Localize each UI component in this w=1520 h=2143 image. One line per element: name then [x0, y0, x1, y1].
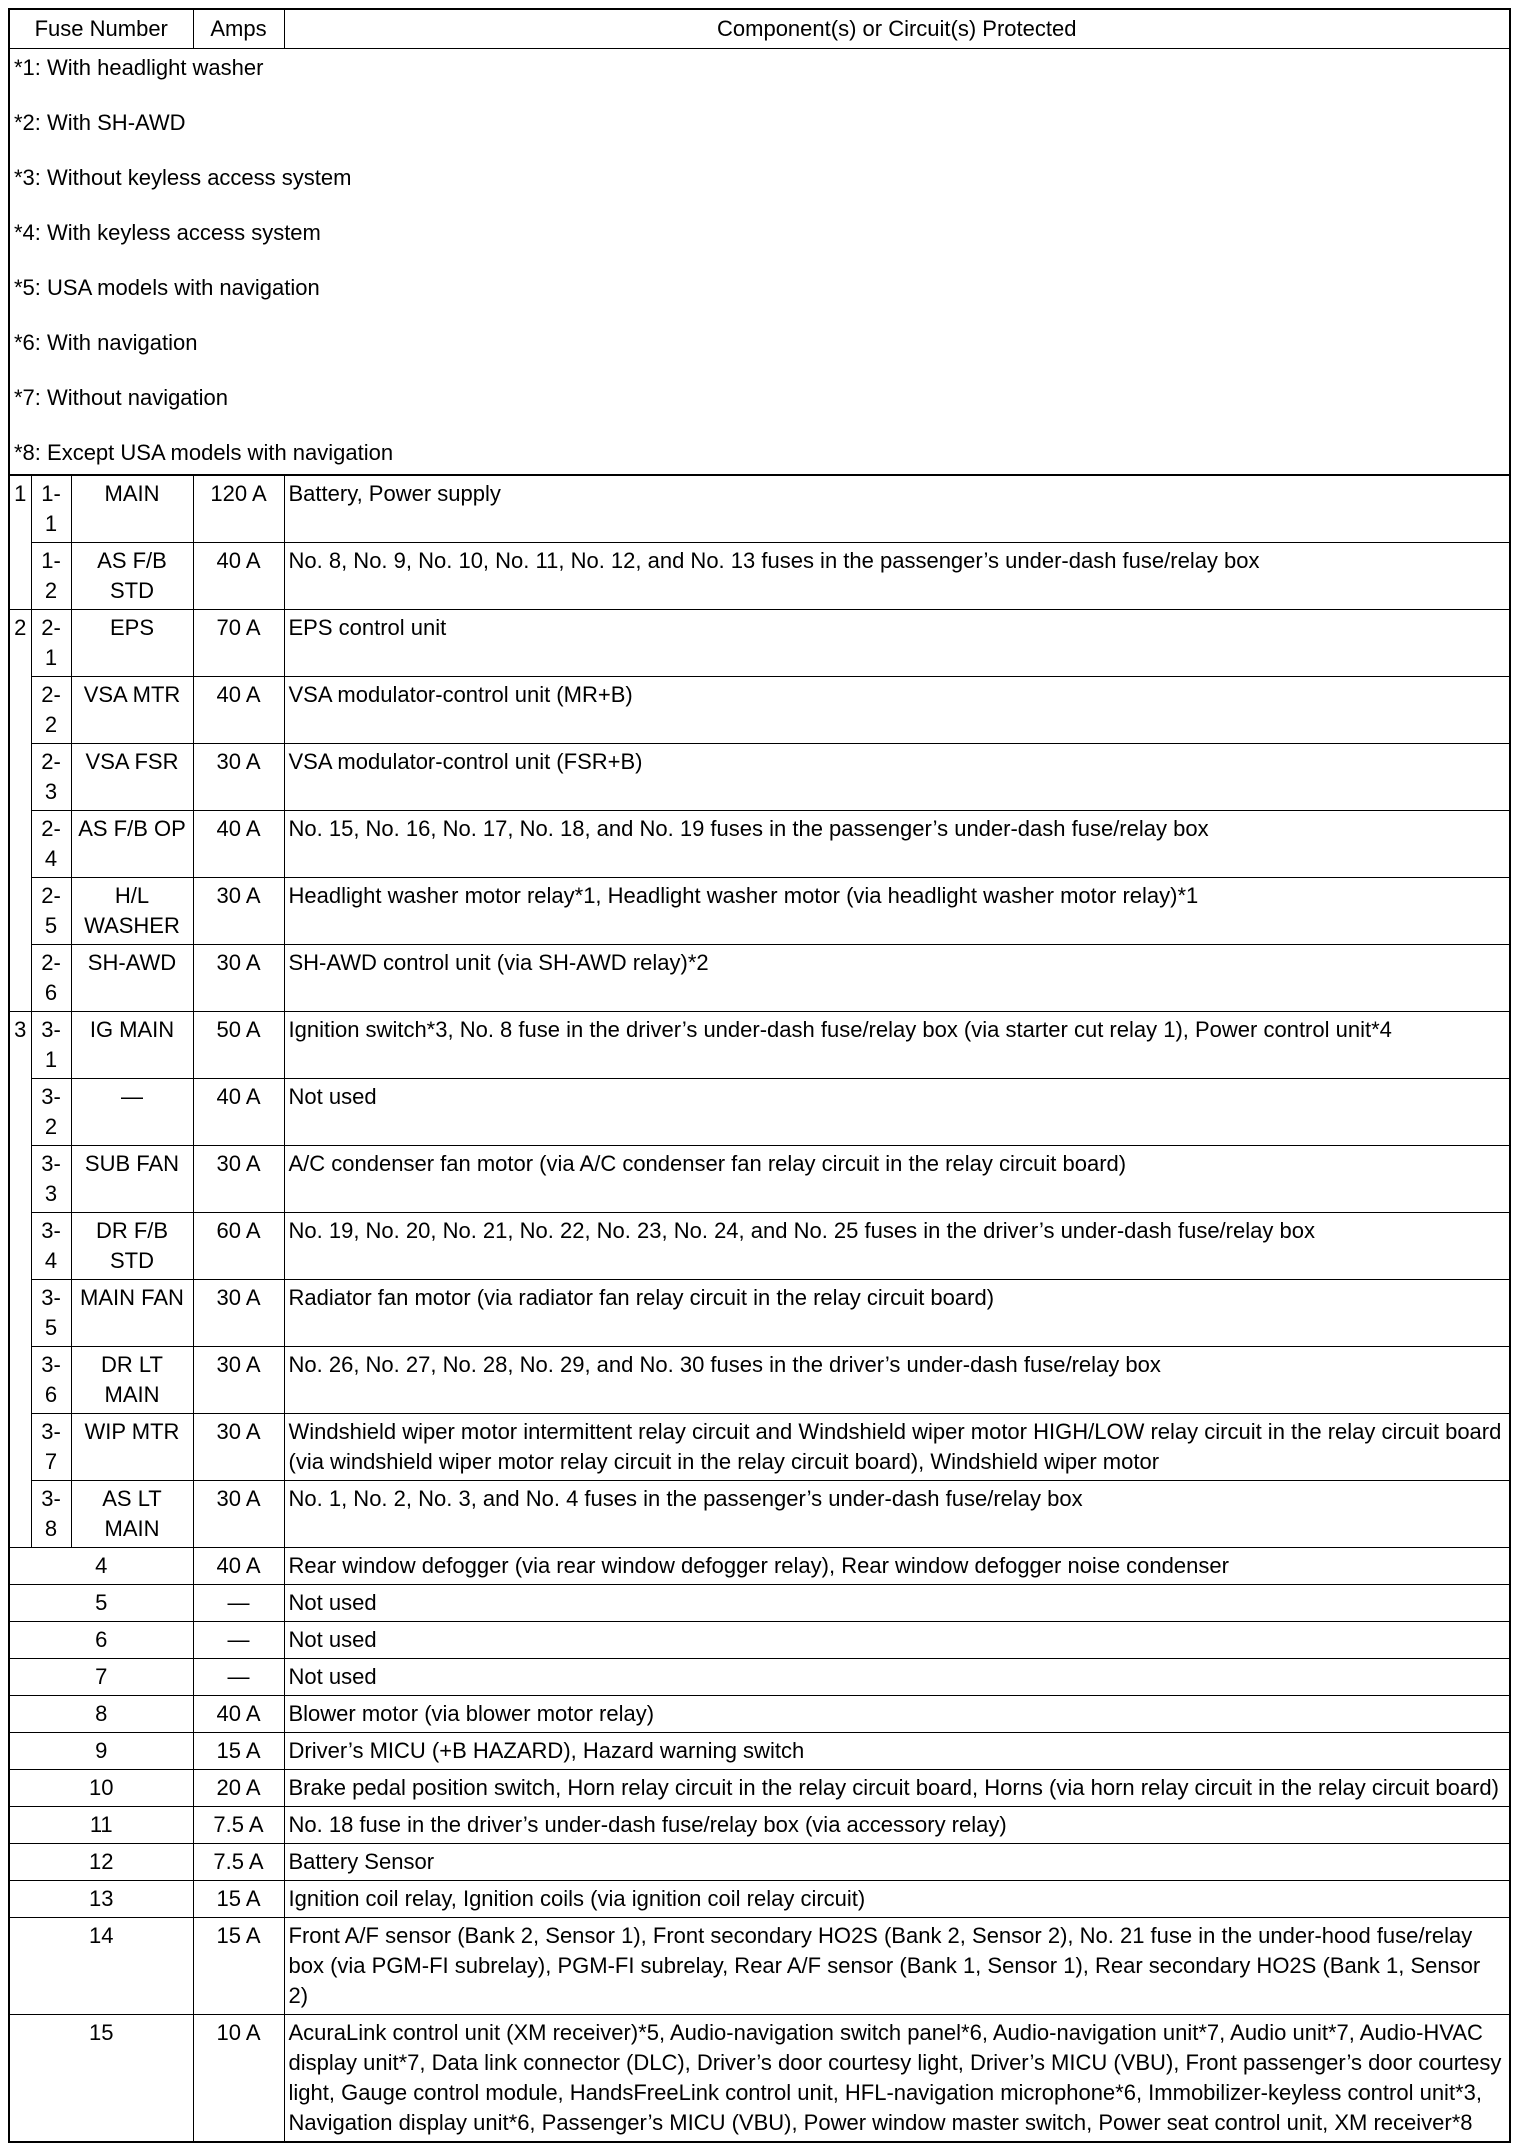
fuse-name: EPS: [71, 610, 193, 677]
footnote: *5: USA models with navigation: [14, 275, 320, 300]
table-row: [9, 677, 1510, 744]
group-number: [9, 677, 31, 744]
fuse-amps: 40 A: [193, 1548, 284, 1585]
fuse-name: VSA MTR: [71, 677, 193, 744]
fuse-number: 14: [9, 1918, 193, 2015]
footnotes: [9, 49, 1510, 476]
table-row: [9, 1733, 1510, 1770]
footnote: *6: With navigation: [14, 330, 198, 355]
table-row: [9, 1696, 1510, 1733]
fuse-number: 1-1: [31, 475, 71, 543]
header-row: [9, 9, 1510, 49]
table-row: [9, 1807, 1510, 1844]
fuse-amps: 30 A: [193, 1146, 284, 1213]
fuse-description: Not used: [284, 1622, 1510, 1659]
fuse-number: 3-8: [31, 1481, 71, 1548]
footnote: *4: With keyless access system: [14, 220, 321, 245]
table-row: [9, 543, 1510, 610]
fuse-name: AS F/B OP: [71, 811, 193, 878]
fuse-description: No. 8, No. 9, No. 10, No. 11, No. 12, and No. 13 fuses in the passenger’s under-dash fuse/relay box: [284, 543, 1510, 610]
fuse-amps: 7.5 A: [193, 1807, 284, 1844]
fuse-description: Blower motor (via blower motor relay): [284, 1696, 1510, 1733]
fuse-description: Brake pedal position switch, Horn relay circuit in the relay circuit board, Horns (via horn relay circuit in the relay circuit board): [284, 1770, 1510, 1807]
fuse-amps: 30 A: [193, 1347, 284, 1414]
table-row: [9, 1585, 1510, 1622]
fuse-description: Ignition switch*3, No. 8 fuse in the driver’s under-dash fuse/relay box (via starter cut relay 1), Power control unit*4: [284, 1012, 1510, 1079]
table-row: [9, 1844, 1510, 1881]
fuse-number: 13: [9, 1881, 193, 1918]
table-row: [9, 2015, 1510, 2143]
header-components: Component(s) or Circuit(s) Protected: [284, 9, 1510, 49]
footnote: *1: With headlight washer: [14, 55, 264, 80]
fuse-description: Rear window defogger (via rear window defogger relay), Rear window defogger noise condenser: [284, 1548, 1510, 1585]
fuse-description: AcuraLink control unit (XM receiver)*5, Audio-navigation switch panel*6, Audio-navigation unit*7, Audio unit*7, Audio-HVAC display unit*7, Data link connector (DLC), Driver’s door courtesy light, Driver’s MICU (VBU), Front passenger’s door courtesy light, Gauge control module, HandsFreeLink control unit, HFL-navigation microphone*6, Immobilizer-keyless control unit*3, Navigation display unit*6, Passenger’s MICU (VBU), Power window master switch, Power seat control unit, XM receiver*8: [284, 2015, 1510, 2143]
table-row: [9, 878, 1510, 945]
fuse-description: Battery, Power supply: [284, 475, 1510, 543]
group-number: [9, 811, 31, 878]
table-row: [9, 945, 1510, 1012]
fuse-amps: 15 A: [193, 1918, 284, 2015]
fuse-name: SUB FAN: [71, 1146, 193, 1213]
group-number: [9, 543, 31, 610]
fuse-amps: 30 A: [193, 945, 284, 1012]
fuse-description: Not used: [284, 1659, 1510, 1696]
fuse-number: 2-5: [31, 878, 71, 945]
footnote: *3: Without keyless access system: [14, 165, 352, 190]
group-number: [9, 1079, 31, 1146]
group-number: 2: [9, 610, 31, 677]
table-row: [9, 1770, 1510, 1807]
fuse-description: Headlight washer motor relay*1, Headlight washer motor (via headlight washer motor relay)*1: [284, 878, 1510, 945]
fuse-number: 3-2: [31, 1079, 71, 1146]
group-number: [9, 1213, 31, 1280]
fuse-name: H/L WASHER: [71, 878, 193, 945]
fuse-number: 2-2: [31, 677, 71, 744]
table-row: [9, 811, 1510, 878]
footnote: *7: Without navigation: [14, 385, 229, 410]
fuse-description: Front A/F sensor (Bank 2, Sensor 1), Front secondary HO2S (Bank 2, Sensor 2), No. 21 fuse in the under-hood fuse/relay box (via PGM-FI subrelay), PGM-FI subrelay, Rear A/F sensor (Bank 1, Sensor 1), Rear secondary HO2S (Bank 1, Sensor 2): [284, 1918, 1510, 2015]
table-row: [9, 475, 1510, 543]
fuse-number: 2-4: [31, 811, 71, 878]
fuse-number: 3-6: [31, 1347, 71, 1414]
group-number: [9, 1280, 31, 1347]
table-row: [9, 1481, 1510, 1548]
group-number: [9, 945, 31, 1012]
fuse-amps: 30 A: [193, 1481, 284, 1548]
group-number: 3: [9, 1012, 31, 1079]
table-row: [9, 1548, 1510, 1585]
fuse-number: 3-7: [31, 1414, 71, 1481]
notes-row: [9, 49, 1510, 476]
fuse-number: 3-5: [31, 1280, 71, 1347]
fuse-number: 9: [9, 1733, 193, 1770]
fuse-amps: 40 A: [193, 677, 284, 744]
table-row: [9, 1622, 1510, 1659]
fuse-number: 2-6: [31, 945, 71, 1012]
fuse-description: No. 18 fuse in the driver’s under-dash fuse/relay box (via accessory relay): [284, 1807, 1510, 1844]
fuse-name: DR LT MAIN: [71, 1347, 193, 1414]
fuse-name: WIP MTR: [71, 1414, 193, 1481]
fuse-table-container: [8, 8, 1511, 2143]
fuse-number: 11: [9, 1807, 193, 1844]
fuse-amps: 70 A: [193, 610, 284, 677]
fuse-name: AS F/B STD: [71, 543, 193, 610]
table-row: [9, 1079, 1510, 1146]
fuse-description: No. 1, No. 2, No. 3, and No. 4 fuses in the passenger’s under-dash fuse/relay box: [284, 1481, 1510, 1548]
table-row: [9, 1213, 1510, 1280]
fuse-name: AS LT MAIN: [71, 1481, 193, 1548]
table-row: [9, 1659, 1510, 1696]
fuse-number: 3-4: [31, 1213, 71, 1280]
fuse-amps: 30 A: [193, 744, 284, 811]
fuse-name: VSA FSR: [71, 744, 193, 811]
fuse-number: 7: [9, 1659, 193, 1696]
fuse-description: Not used: [284, 1079, 1510, 1146]
fuse-amps: 30 A: [193, 1414, 284, 1481]
fuse-description: Ignition coil relay, Ignition coils (via ignition coil relay circuit): [284, 1881, 1510, 1918]
fuse-description: Battery Sensor: [284, 1844, 1510, 1881]
group-number: [9, 1146, 31, 1213]
fuse-amps: 40 A: [193, 811, 284, 878]
fuse-amps: 7.5 A: [193, 1844, 284, 1881]
fuse-description: Radiator fan motor (via radiator fan relay circuit in the relay circuit board): [284, 1280, 1510, 1347]
fuse-amps: 30 A: [193, 1280, 284, 1347]
table-row: [9, 1918, 1510, 2015]
fuse-number: 12: [9, 1844, 193, 1881]
group-number: [9, 744, 31, 811]
fuse-amps: 40 A: [193, 1079, 284, 1146]
group-number: [9, 878, 31, 945]
fuse-amps: —: [193, 1622, 284, 1659]
table-row: [9, 1012, 1510, 1079]
fuse-description: No. 15, No. 16, No. 17, No. 18, and No. 19 fuses in the passenger’s under-dash fuse/relay box: [284, 811, 1510, 878]
header-fuse-number: Fuse Number: [9, 9, 193, 49]
fuse-description: A/C condenser fan motor (via A/C condenser fan relay circuit in the relay circuit board): [284, 1146, 1510, 1213]
fuse-amps: —: [193, 1659, 284, 1696]
fuse-number: 4: [9, 1548, 193, 1585]
fuse-amps: 15 A: [193, 1733, 284, 1770]
fuse-description: VSA modulator-control unit (FSR+B): [284, 744, 1510, 811]
fuse-amps: 20 A: [193, 1770, 284, 1807]
group-number: [9, 1414, 31, 1481]
fuse-name: IG MAIN: [71, 1012, 193, 1079]
fuse-number: 3-3: [31, 1146, 71, 1213]
fuse-amps: 120 A: [193, 475, 284, 543]
fuse-number: 2-3: [31, 744, 71, 811]
fuse-number: 15: [9, 2015, 193, 2143]
header-amps: Amps: [193, 9, 284, 49]
fuse-description: Driver’s MICU (+B HAZARD), Hazard warning switch: [284, 1733, 1510, 1770]
table-row: [9, 744, 1510, 811]
table-row: [9, 1881, 1510, 1918]
fuse-table: [8, 8, 1511, 2143]
fuse-number: 1-2: [31, 543, 71, 610]
fuse-description: SH-AWD control unit (via SH-AWD relay)*2: [284, 945, 1510, 1012]
fuse-amps: —: [193, 1585, 284, 1622]
fuse-amps: 40 A: [193, 1696, 284, 1733]
fuse-amps: 15 A: [193, 1881, 284, 1918]
group-number: 1: [9, 475, 31, 543]
fuse-name: SH-AWD: [71, 945, 193, 1012]
fuse-table-body: [9, 49, 1510, 2143]
fuse-description: Not used: [284, 1585, 1510, 1622]
group-number: [9, 1347, 31, 1414]
fuse-amps: 30 A: [193, 878, 284, 945]
fuse-number: 5: [9, 1585, 193, 1622]
group-number: [9, 1481, 31, 1548]
table-row: [9, 1347, 1510, 1414]
fuse-name: —: [71, 1079, 193, 1146]
fuse-number: 6: [9, 1622, 193, 1659]
fuse-description: VSA modulator-control unit (MR+B): [284, 677, 1510, 744]
fuse-name: MAIN FAN: [71, 1280, 193, 1347]
fuse-description: EPS control unit: [284, 610, 1510, 677]
footnote: *2: With SH-AWD: [14, 110, 186, 135]
table-row: [9, 1414, 1510, 1481]
fuse-name: DR F/B STD: [71, 1213, 193, 1280]
fuse-amps: 40 A: [193, 543, 284, 610]
fuse-number: 2-1: [31, 610, 71, 677]
fuse-amps: 60 A: [193, 1213, 284, 1280]
fuse-description: No. 19, No. 20, No. 21, No. 22, No. 23, No. 24, and No. 25 fuses in the driver’s under-dash fuse/relay box: [284, 1213, 1510, 1280]
table-row: [9, 1146, 1510, 1213]
fuse-amps: 10 A: [193, 2015, 284, 2143]
fuse-number: 8: [9, 1696, 193, 1733]
footnote: *8: Except USA models with navigation: [14, 440, 394, 465]
fuse-description: No. 26, No. 27, No. 28, No. 29, and No. 30 fuses in the driver’s under-dash fuse/relay box: [284, 1347, 1510, 1414]
fuse-name: MAIN: [71, 475, 193, 543]
fuse-number: 3-1: [31, 1012, 71, 1079]
table-row: [9, 610, 1510, 677]
fuse-description: Windshield wiper motor intermittent relay circuit and Windshield wiper motor HIGH/LOW relay circuit in the relay circuit board (via windshield wiper motor relay circuit in the relay circuit board), Windshield wiper motor: [284, 1414, 1510, 1481]
table-row: [9, 1280, 1510, 1347]
fuse-number: 10: [9, 1770, 193, 1807]
fuse-amps: 50 A: [193, 1012, 284, 1079]
